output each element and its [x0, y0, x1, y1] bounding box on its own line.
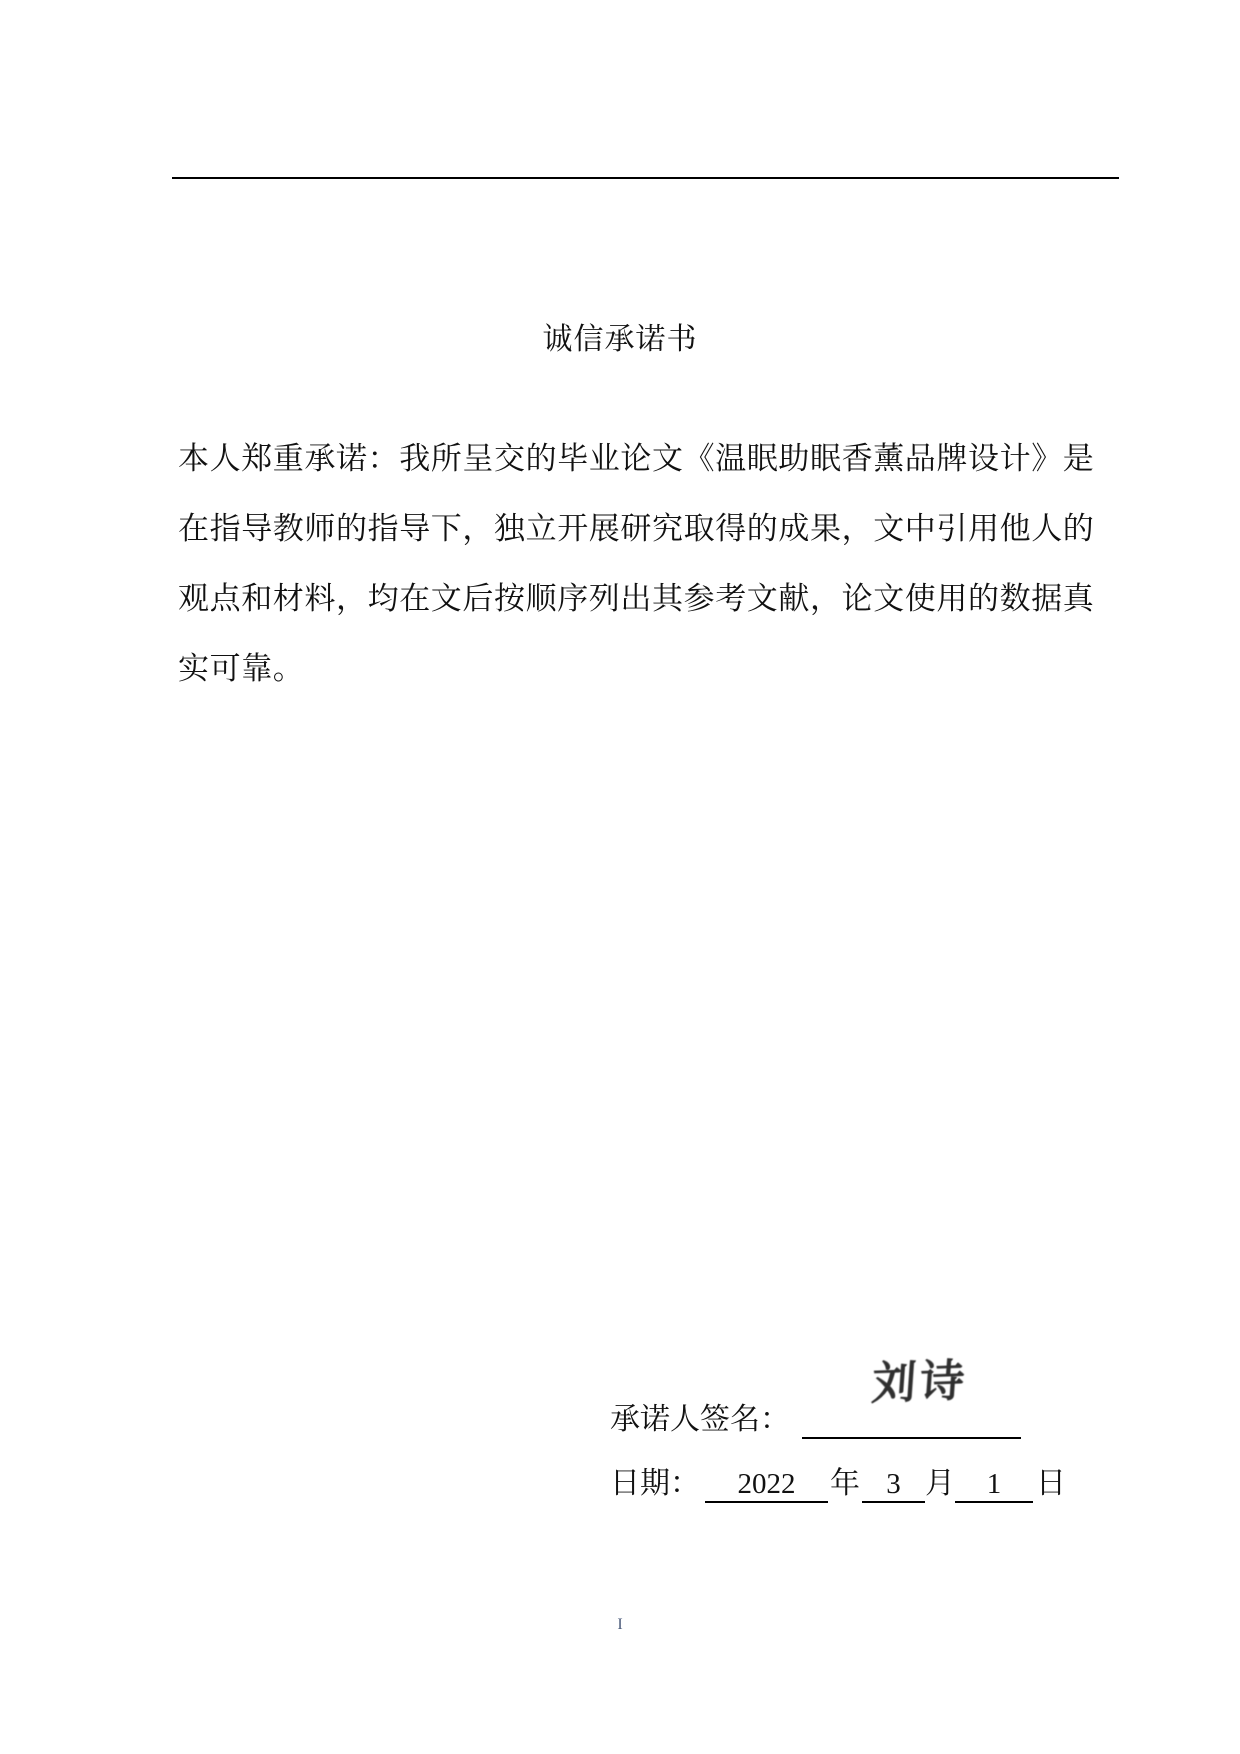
- paragraph-line: 在指导教师的指导下，独立开展研究取得的成果，文中引用他人的: [178, 511, 1095, 547]
- month-unit: 月: [925, 1466, 955, 1501]
- pledge-paragraph: [178, 424, 1095, 704]
- date-label: 日期：: [610, 1466, 700, 1501]
- header-rule: [172, 177, 1119, 179]
- page-title: 诚信承诺书: [542, 322, 698, 357]
- signature-underline: [802, 1437, 1021, 1439]
- date-year-field: 2022: [705, 1464, 828, 1503]
- signature-label: 承诺人签名：: [610, 1402, 790, 1437]
- paragraph-line: 实可靠。: [178, 651, 305, 687]
- paragraph-line: 本人郑重承诺：我所呈交的毕业论文《温眠助眠香薰品牌设计》是: [178, 441, 1095, 477]
- page-number: I: [617, 1616, 623, 1633]
- year-unit: 年: [830, 1466, 860, 1501]
- signature-row: [610, 1355, 970, 1440]
- date-month-field: 3: [862, 1464, 925, 1503]
- paragraph-line: 观点和材料，均在文后按顺序列出其参考文献，论文使用的数据真: [178, 581, 1095, 617]
- handwritten-signature: 刘诗: [870, 1355, 970, 1410]
- date-day-field: 1: [955, 1464, 1033, 1503]
- day-unit: 日: [1036, 1466, 1066, 1501]
